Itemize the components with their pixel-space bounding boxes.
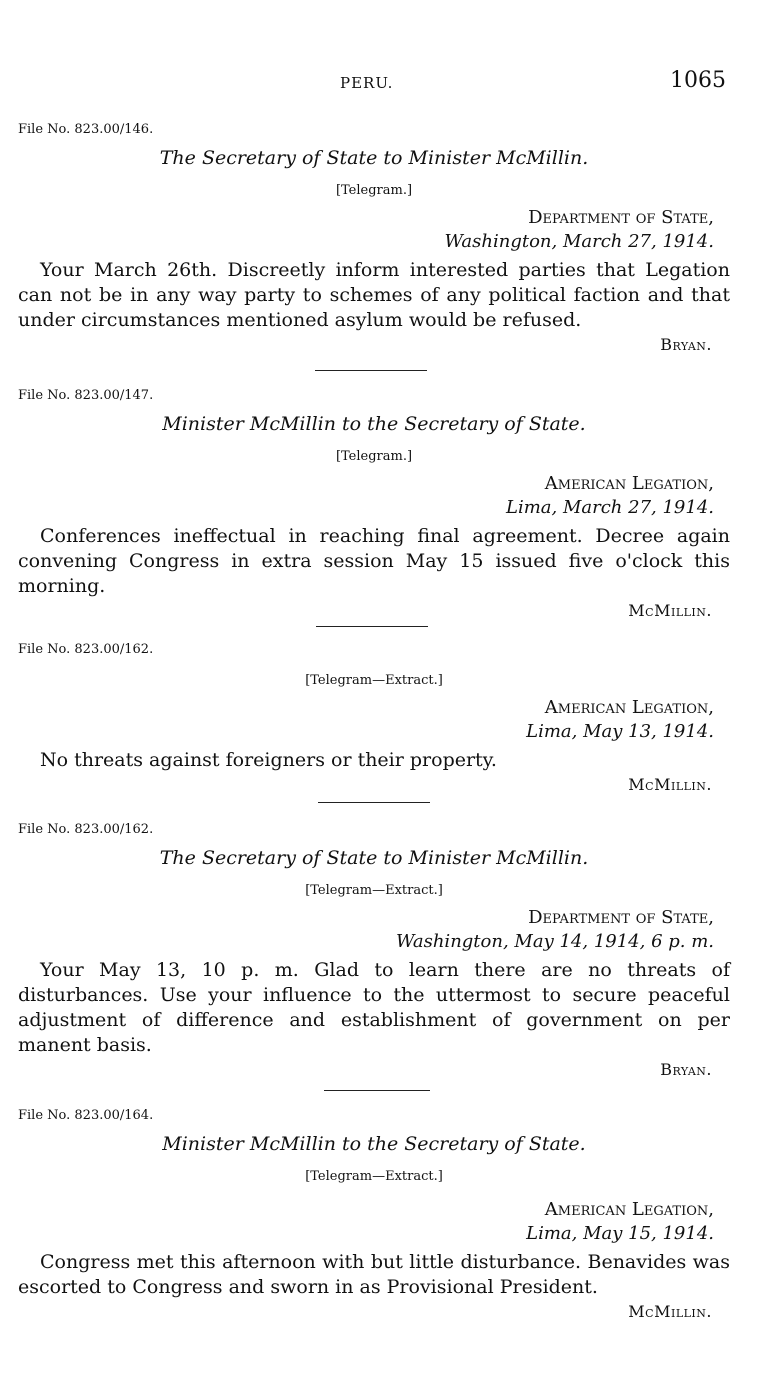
telegram-heading: Minister McMillin to the Secretary of State. bbox=[162, 1133, 586, 1155]
origin-office: Department of State, bbox=[528, 907, 714, 928]
signature: McMillin. bbox=[628, 1302, 712, 1321]
origin-office: American Legation, bbox=[544, 473, 714, 494]
telegram-body: Congress met this afternoon with but little disturbance. Benavides was escorted to Congress and sworn in as Provisional President. bbox=[18, 1251, 730, 1298]
section-divider bbox=[315, 370, 427, 371]
file-number: File No. 823.00/146. bbox=[18, 122, 154, 137]
section-divider bbox=[316, 626, 428, 627]
origin-place-date: Lima, March 27, 1914. bbox=[506, 497, 714, 518]
origin-block bbox=[18, 696, 730, 744]
section-divider bbox=[318, 802, 430, 803]
origin-place-date: Washington, May 14, 1914, 6 p. m. bbox=[395, 931, 714, 952]
origin-block bbox=[18, 472, 730, 520]
telegram-body: Your May 13, 10 p. m. Glad to learn there are no threats of disturbances. Use your influence to the uttermost to secure peaceful adjustment of difference and establishment of government on per manent basis. bbox=[18, 959, 730, 1056]
origin-block bbox=[18, 1198, 730, 1246]
section-divider bbox=[324, 1090, 430, 1091]
running-header bbox=[0, 70, 768, 94]
telegram-label: [Telegram.] bbox=[335, 183, 413, 198]
telegram-label: [Telegram.] bbox=[335, 449, 413, 464]
telegram-entry-3 bbox=[18, 642, 730, 794]
origin-place-date: Lima, May 15, 1914. bbox=[526, 1223, 714, 1244]
telegram-entry-5 bbox=[18, 1108, 730, 1321]
origin-office: Department of State, bbox=[528, 207, 714, 228]
file-number: File No. 823.00/147. bbox=[18, 388, 154, 403]
telegram-body: Your March 26th. Discreetly inform interested parties that Legation can not be in any way party to schemes of any political faction and that under circumstances mentioned asylum would be refused. bbox=[18, 259, 730, 331]
origin-block bbox=[18, 206, 730, 254]
origin-office: American Legation, bbox=[544, 1199, 714, 1220]
telegram-heading: The Secretary of State to Minister McMillin. bbox=[159, 147, 589, 169]
file-number: File No. 823.00/164. bbox=[18, 1108, 154, 1123]
telegram-body: Conferences ineffectual in reaching final agreement. Decree again convening Congress in extra session May 15 issued five o'clock this morning. bbox=[18, 525, 730, 597]
telegram-heading: Minister McMillin to the Secretary of State. bbox=[162, 413, 586, 435]
telegram-heading: The Secretary of State to Minister McMillin. bbox=[159, 847, 589, 869]
origin-block bbox=[18, 906, 730, 954]
file-number: File No. 823.00/162. bbox=[18, 822, 154, 837]
telegram-body: No threats against foreigners or their property. bbox=[40, 749, 497, 771]
page-number: 1065 bbox=[670, 68, 726, 93]
running-title: PERU. bbox=[340, 74, 394, 92]
file-number: File No. 823.00/162. bbox=[18, 642, 154, 657]
origin-place-date: Washington, March 27, 1914. bbox=[444, 231, 714, 252]
telegram-entry-4 bbox=[18, 822, 730, 1079]
telegram-label: [Telegram—Extract.] bbox=[305, 883, 443, 898]
telegram-entry-2 bbox=[18, 388, 730, 620]
signature: Bryan. bbox=[660, 1060, 712, 1079]
telegram-label: [Telegram—Extract.] bbox=[305, 673, 443, 688]
telegram-label: [Telegram—Extract.] bbox=[305, 1169, 443, 1184]
origin-office: American Legation, bbox=[544, 697, 714, 718]
signature: Bryan. bbox=[660, 335, 712, 354]
signature: McMillin. bbox=[628, 775, 712, 794]
signature: McMillin. bbox=[628, 601, 712, 620]
origin-place-date: Lima, May 13, 1914. bbox=[526, 721, 714, 742]
telegram-entry-1 bbox=[18, 122, 730, 354]
